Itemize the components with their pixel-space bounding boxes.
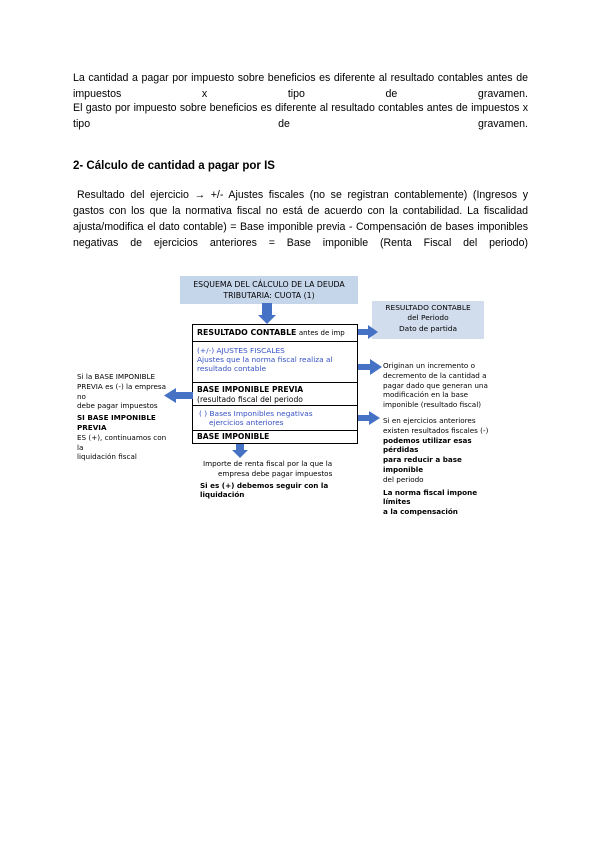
diagram-title-box: [180, 276, 358, 304]
down-arrow-icon: [232, 444, 248, 458]
section-heading: 2- Cálculo de cantidad a pagar por IS: [73, 160, 275, 172]
callout-line2: del Periodo: [407, 313, 449, 323]
note1-line3: pagar dado que generan una: [383, 380, 488, 390]
row2-line1: Ajustes que la norma fiscal realiza al: [197, 355, 333, 365]
down-arrow-icon: [258, 303, 276, 325]
note2-line2: existen resultados fiscales (-): [383, 425, 489, 435]
note2-line7: a la compensación: [383, 507, 458, 517]
note-compensacion: [383, 416, 495, 517]
bottom-line3: Si es (+) debemos seguir con la liquidación: [200, 480, 329, 500]
calc-table: [192, 324, 358, 444]
left-line1: Si la BASE IMPONIBLE: [77, 372, 156, 381]
note2-line3: podemos utilizar esas pérdidas: [383, 435, 472, 455]
intro-paragraph-2: El gasto por impuesto sobre beneficios es diferente al resultado contables antes de impuestos x tipo de gravamen.: [73, 102, 528, 130]
bottom-line2: empresa debe pagar impuestos: [218, 468, 333, 478]
row-bases-negativas: [193, 406, 357, 431]
left-line4: SI BASE IMPONIBLE PREVIA: [77, 413, 156, 432]
row3-line2: (resultado fiscal del periodo: [197, 394, 303, 404]
diagram-title-line2: TRIBUTARIA: CUOTA (1): [223, 291, 315, 300]
note2-line1: Si en ejercicios anteriores: [383, 416, 476, 425]
note-ajustes: [383, 361, 493, 410]
callout-line1: RESULTADO CONTABLE: [385, 303, 471, 312]
left-arrow-icon: [164, 388, 193, 403]
row1-label-bold: RESULTADO CONTABLE: [197, 328, 297, 337]
row-base-imponible: BASE IMPONIBLE: [197, 432, 270, 441]
right-arrow-icon: [358, 325, 378, 339]
note2-line5: del periodo: [383, 474, 424, 484]
row1-label-rest: antes de imp: [298, 329, 345, 337]
note2-line6: La norma fiscal impone límites: [383, 487, 478, 507]
bottom-line1: Importe de renta fiscal por la que la: [203, 459, 333, 468]
note1-line1: Originan un incremento o: [383, 361, 475, 370]
left-line5: ES (+), continuamos con la: [77, 432, 167, 452]
callout-resultado-contable: [372, 301, 484, 339]
row-base-imponible-previa: [193, 383, 357, 406]
row-resultado-contable: [193, 325, 357, 342]
right-arrow-icon: [358, 411, 380, 425]
row2-title: (+/-) AJUSTES FISCALES: [197, 346, 285, 355]
right-arrow-icon: [358, 359, 382, 375]
note1-line2: decremento de la cantidad a: [383, 370, 487, 380]
intro-paragraph-1: La cantidad a pagar por impuesto sobre beneficios es diferente al resultado contables antes de impuestos x tipo de gravamen.: [73, 72, 528, 100]
row-ajustes-fiscales: [193, 342, 357, 383]
callout-line3: Dato de partida: [398, 323, 457, 333]
diagram-title-line1: ESQUEMA DEL CÁLCULO DE LA DEUDA: [193, 280, 345, 289]
section-body: Resultado del ejercicio → +/- Ajustes fiscales (no se registran contablemente) (Ingresos y gastos con los que la normativa fiscal no está de acuerdo con la contabilidad. La fiscalidad ajusta/modifica el dato contable) = Base imponible previa - Compensación de bases imponibles negativas de ejercicios anteriores = Base imponible (Renta Fiscal del periodo): [73, 189, 528, 249]
note-base-previa: [77, 372, 167, 462]
row4-line1: ( ) Bases Imponibles negativas: [199, 409, 313, 418]
note1-line5: imponible (resultado fiscal): [383, 400, 481, 410]
note-base-imponible: [200, 459, 370, 500]
left-line6: liquidación fiscal: [77, 452, 137, 462]
row2-line2: resultado contable: [197, 364, 266, 374]
row4-line2: ejercicios anteriores: [209, 418, 284, 428]
note1-line4: modificación en la base: [383, 390, 469, 400]
left-line2: PREVIA es (-) la empresa no: [77, 381, 167, 401]
note2-line4: para reducir a base imponible: [383, 455, 462, 474]
row3-line1: BASE IMPONIBLE PREVIA: [197, 385, 304, 394]
left-line3: debe pagar impuestos: [77, 401, 158, 411]
